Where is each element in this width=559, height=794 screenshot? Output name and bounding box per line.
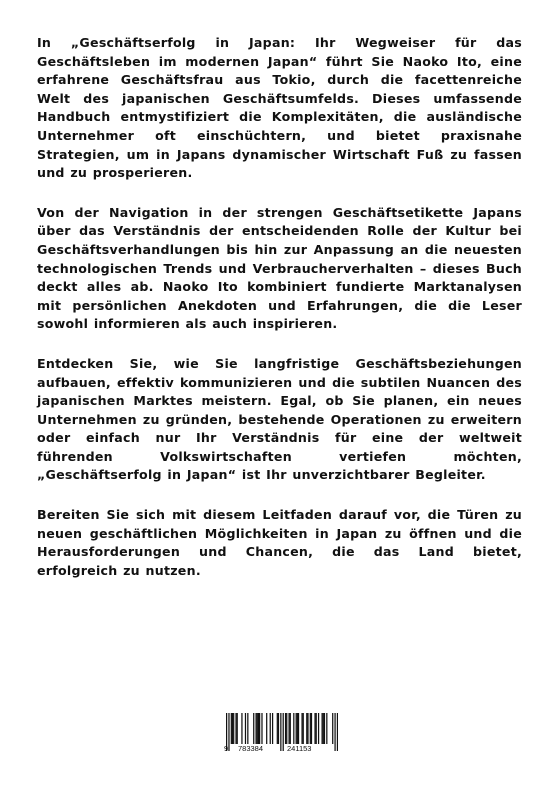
barcode-bar [311, 713, 312, 744]
barcode-bar [296, 713, 297, 744]
barcode-bar [307, 713, 308, 744]
barcode-bar [314, 713, 315, 744]
barcode-bar [316, 713, 317, 744]
barcode-bar [301, 713, 302, 744]
barcode-bar [258, 713, 259, 744]
barcode-bar [232, 713, 233, 744]
barcode-bar [323, 713, 324, 744]
paragraph-1: In „Geschäftserfolg in Japan: Ihr Wegweiser für das Geschäftsleben im modernen Japan“ führt Sie Naoko Ito, eine erfahrene Geschäftsfrau aus Tokio, durch die facettenreiche Welt des japanischen Geschäftsumfelds. Dieses umfassende Handbuch entmystifiziert die Komplexitäten, die ausländische Unternehmer oft einschüchtern, und bietet praxisnahe Strategien, um in Japans dynamischer Wirtschaft Fuß zu fassen und zu prosperieren. [37, 35, 522, 181]
barcode-bar [286, 713, 287, 744]
paragraph-4: Bereiten Sie sich mit diesem Leitfaden darauf vor, die Türen zu neuen geschäftlichen Möglichkeiten in Japan zu öffnen und die Herausforderungen und Chancen, die das Land bietet, erfolgreich zu nutzen. [37, 507, 522, 578]
isbn-barcode [226, 713, 338, 755]
barcode-bar [324, 713, 325, 744]
barcode-bar [233, 713, 234, 744]
barcode-bar [293, 713, 294, 744]
barcode-bar [278, 713, 279, 744]
barcode-bar [272, 713, 273, 744]
barcode-bar [297, 713, 298, 744]
paragraph-3: Entdecken Sie, wie Sie langfristige Geschäftsbeziehungen aufbauen, effektiv kommunizieren und die subtilen Nuancen des japanischen Marktes meistern. Egal, ob Sie planen, ein neues Unternehmen zu gründen, bestehende Operationen zu erweitern oder einfach nur Ihr Verständnis für eine der weltweit führenden Volkswirtschaften vertiefen möchten, „Geschäftserfolg in Japan“ ist Ihr unverzichtbarer Begleiter. [37, 355, 522, 483]
barcode-bar [259, 713, 260, 744]
barcode-bar [283, 713, 284, 751]
barcode-bar [247, 713, 248, 744]
barcode-bar [337, 713, 338, 751]
barcode-bar [261, 713, 262, 744]
barcode-bar [334, 713, 335, 751]
blurb-text [37, 34, 522, 601]
barcode-bar [298, 713, 299, 744]
barcode-bar [255, 713, 256, 744]
barcode-bar [280, 713, 281, 751]
barcode-bar [257, 713, 258, 744]
paragraph-2: Von der Navigation in der strengen Geschäftsetikette Japans über das Verständnis der entscheidenden Rolle der Kultur bei Geschäftsverhandlungen bis hin zur Anpassung an die neuesten technologischen Trends und Verbraucherverhalten – dieses Buch deckt alles ab. Naoko Ito kombiniert fundierte Marktanalysen mit persönlichen Anekdoten und Erfahrungen, die die Leser sowohl informieren als auch inspirieren. [37, 204, 522, 332]
barcode-bar [326, 713, 327, 744]
barcode-bar [310, 713, 311, 744]
barcode-bar [285, 713, 286, 744]
barcode-bar [318, 713, 319, 744]
barcode-bar [235, 713, 236, 744]
barcode-bar [277, 713, 278, 744]
barcode-bar [288, 713, 289, 744]
barcode-bar [290, 713, 291, 744]
barcode-bar [266, 713, 267, 744]
barcode-right-digits: 241153 [287, 744, 312, 753]
barcode-lead-digit: 9 [224, 744, 229, 753]
barcode-bar [231, 713, 232, 744]
barcode-bar [253, 713, 254, 744]
barcode-bar [270, 713, 271, 744]
barcode-bar [237, 713, 238, 744]
barcode-bar [303, 713, 304, 744]
barcode-left-digits: 783384 [238, 744, 264, 753]
barcode-bar [241, 713, 242, 744]
barcode-bar [245, 713, 246, 744]
barcode-bar [321, 713, 322, 744]
barcode-bar [306, 713, 307, 744]
barcode-bar [332, 713, 333, 744]
